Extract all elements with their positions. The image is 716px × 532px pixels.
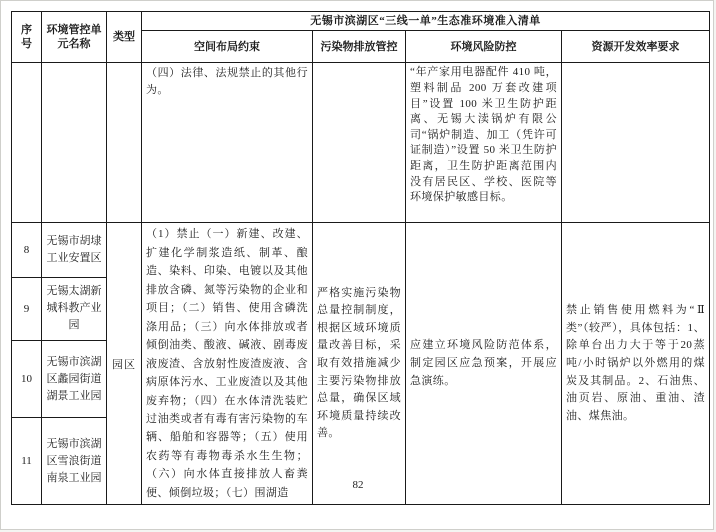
table-row-8 [12, 223, 710, 277]
cell-type-group: 园区 [107, 223, 142, 505]
cell-unit-11: 无锡市滨湖区雪浪街道南泉工业园 [42, 418, 107, 505]
continuation-row [12, 63, 710, 223]
cell-seq-empty [12, 63, 42, 223]
eco-access-list-table [11, 11, 710, 505]
cell-resource-empty [562, 63, 710, 223]
cell-pollutant-group: 严格实施污染物总量控制制度，根据区域环境质量改善目标，采取有效措施减少主要污染物排放总量，确保区域环境质量持续改善。 [313, 223, 406, 505]
page-number: 82 [352, 479, 364, 491]
cell-unit-empty [42, 63, 107, 223]
col-header-spatial-constraints: 空间布局约束 [142, 31, 313, 63]
cell-pollutant-empty [313, 63, 406, 223]
cell-unit-9: 无锡太湖新城科教产业园 [42, 277, 107, 341]
table-span-title: 无锡市滨湖区“三线一单”生态准环境准入清单 [142, 12, 710, 31]
col-header-resource-efficiency: 资源开发效率要求 [562, 31, 710, 63]
cell-seq-9: 9 [12, 277, 42, 341]
col-header-pollutant-control: 污染物排放管控 [313, 31, 406, 63]
cell-unit-8: 无锡市胡埭工业安置区 [42, 223, 107, 277]
cell-seq-8: 8 [12, 223, 42, 277]
cell-seq-10: 10 [12, 341, 42, 418]
col-header-type: 类型 [107, 12, 142, 63]
cell-spatial-group: （1）禁止（一）新建、改建、扩建化学制浆造纸、制革、酿造、染料、印染、电镀以及其他排放含磷、氮等污染物的企业和项目；（二）销售、使用含磷洗涤用品；（三）向水体排放或者倾倒油类、酸液、碱液、剧毒废液废渣、含放射性废渣废液、含病原体污水、工业废渣以及其他废弃物；（四）在水体清洗装贮过油类或者有毒有害污染物的车辆、船舶和容器等；（五）使用农药等有毒物毒杀水生生物；（六）向水体直接排放人畜粪便、倾倒垃圾；（七）围湖造 [142, 223, 313, 505]
col-header-seq: 序号 [12, 12, 42, 63]
cell-spatial-continuation: （四）法律、法规禁止的其他行为。 [142, 63, 313, 223]
header-row-1 [12, 12, 710, 31]
col-header-unit-name: 环境管控单元名称 [42, 12, 107, 63]
cell-type-empty [107, 63, 142, 223]
cell-seq-11: 11 [12, 418, 42, 505]
col-header-risk-prevention: 环境风险防控 [406, 31, 562, 63]
cell-resource-group: 禁止销售使用燃料为“Ⅱ类”（较严），具体包括：1、除单台出力大于等于20蒸吨/小时锅炉以外燃用的煤炭及其制品。2、石油焦、油页岩、原油、重油、渣油、煤焦油。 [562, 223, 710, 505]
cell-risk-continuation: “年产家用电器配件 410 吨，塑料制品 200 万套改建项目”设置 100 米卫生防护距离、无锡大渎锅炉有限公司“锅炉制造、加工（凭许可证制造）”设置 50 米卫生防护距离，卫生防护距离范围内没有居民区、学校、医院等环境保护敏感目标。 [406, 63, 562, 223]
cell-unit-10: 无锡市滨湖区蠡园街道湖景工业园 [42, 341, 107, 418]
cell-risk-group: 应建立环境风险防范体系，制定园区应急预案，开展应急演练。 [406, 223, 562, 505]
